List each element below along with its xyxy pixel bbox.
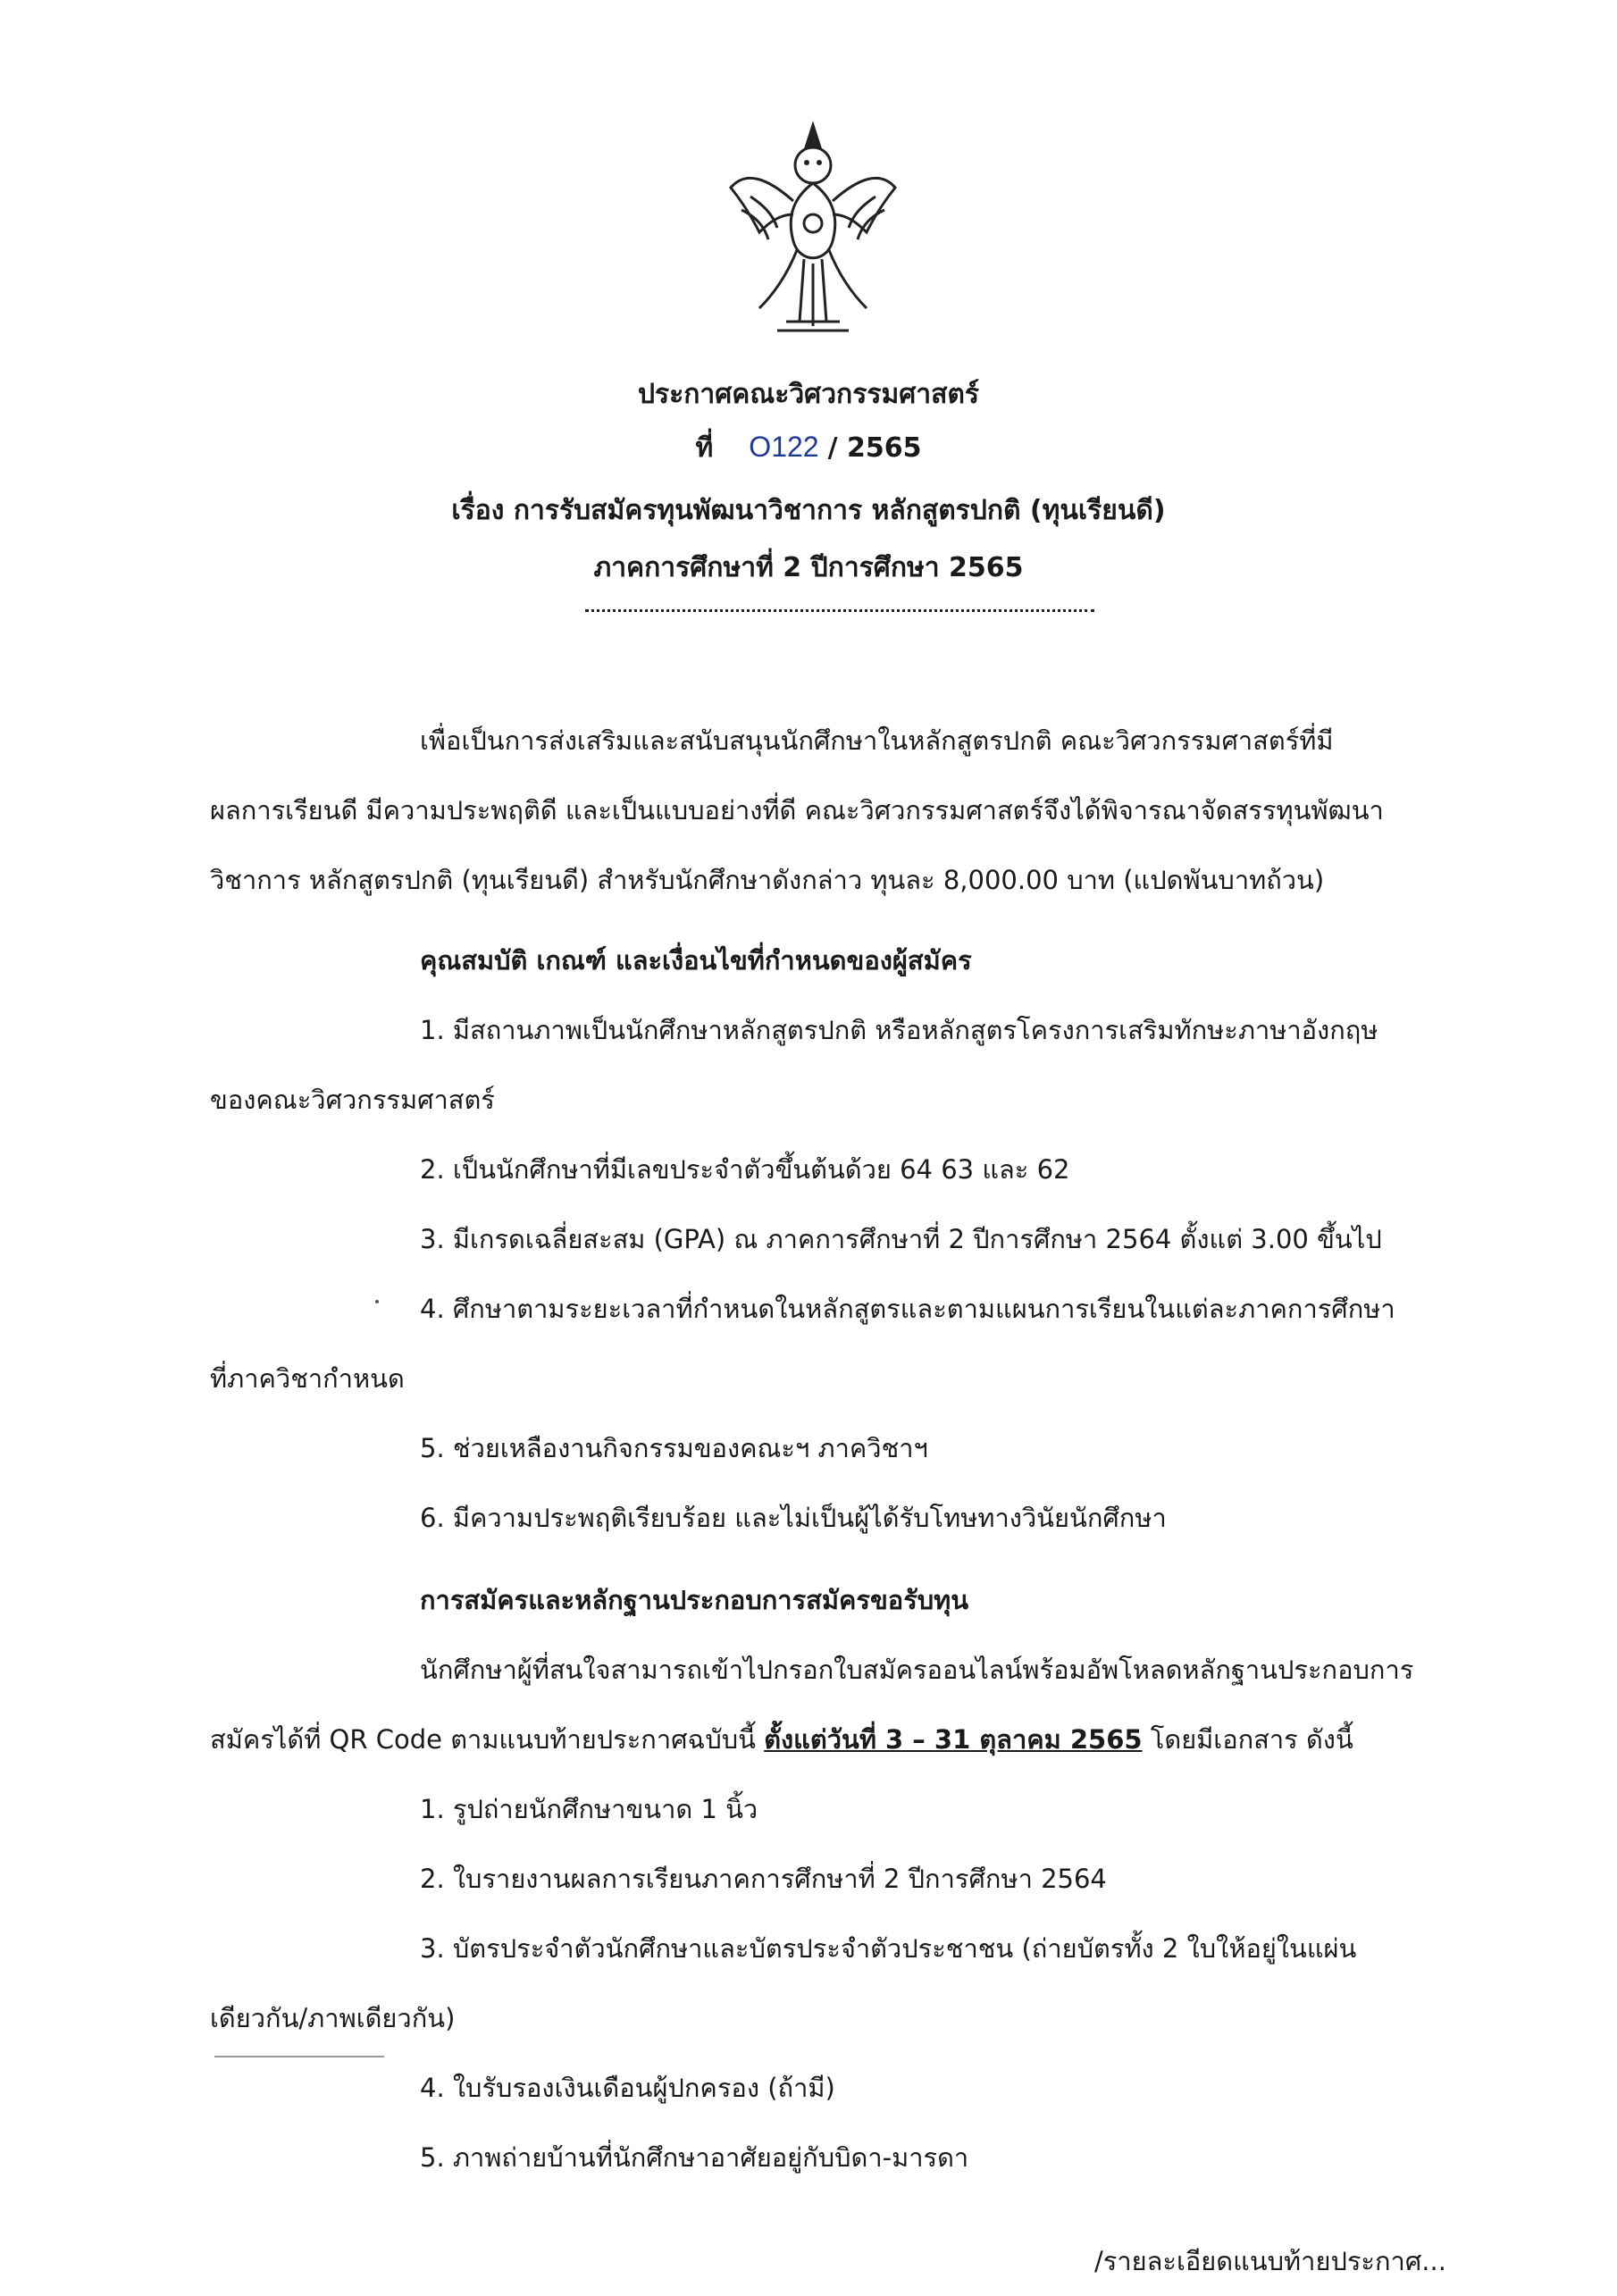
qualification-item-1: 1. มีสถานภาพเป็นนักศึกษาหลักสูตรปกติ หรือหลักสูตรโครงการเสริมทักษะภาษาอังกฤษ [420,1015,1378,1045]
intro-line-3: วิชาการ หลักสูตรปกติ (ทุนเรียนดี) สำหรับนักศึกษาดังกล่าว ทุนละ 8,000.00 บาท (แปดพันบาทถ้วน) [210,865,1325,895]
scan-artifact-dot [375,1300,379,1303]
scan-artifact-line [214,2056,384,2057]
intro-line-2: ผลการเรียนดี มีความประพฤติดี และเป็นแบบอย่างที่ดี คณะวิศวกรรมศาสตร์จึงได้พิจารณาจัดสรรทุนพัฒนา [210,795,1384,825]
qualification-item-1-cont: ของคณะวิศวกรรมศาสตร์ [210,1085,495,1115]
dotted-divider [585,609,1094,612]
number-prefix: ที่ [695,432,714,464]
qualification-item-2: 2. เป็นนักศึกษาที่มีเลขประจำตัวขึ้นต้นด้วย 64 63 และ 62 [420,1154,1070,1185]
document-item-3: 3. บัตรประจำตัวนักศึกษาและบัตรประจำตัวประชาชน (ถ่ายบัตรทั้ง 2 ใบให้อยู่ในแผ่น [420,1933,1357,1964]
qualification-item-5: 5. ช่วยเหลืองานกิจกรรมของคณะฯ ภาควิชาฯ [420,1433,928,1463]
number-suffix: / 2565 [827,432,922,464]
document-item-3-cont: เดียวกัน/ภาพเดียวกัน) [210,2003,456,2033]
announcement-title: ประกาศคณะวิศวกรรมศาสตร์ [637,379,980,410]
application-line-2 [210,1705,1353,1774]
application-line-1: นักศึกษาผู้ที่สนใจสามารถเข้าไปกรอกใบสมัครออนไลน์พร้อมอัพโหลดหลักฐานประกอบการ [420,1655,1414,1685]
document-item-2: 2. ใบรายงานผลการเรียนภาคการศึกษาที่ 2 ปีการศึกษา 2564 [420,1864,1107,1894]
application-line-2-post: โดยมีเอกสาร ดังนี้ [1142,1724,1353,1755]
qualification-item-6: 6. มีความประพฤติเรียบร้อย และไม่เป็นผู้ได้รับโทษทางวินัยนักศึกษา [420,1503,1167,1533]
qualification-item-4-cont: ที่ภาควิชากำหนด [210,1363,405,1394]
application-heading: การสมัครและหลักฐานประกอบการสมัครขอรับทุน [420,1585,969,1615]
intro-line-1: เพื่อเป็นการส่งเสริมและสนับสนุนนักศึกษาในหลักสูตรปกติ คณะวิศวกรรมศาสตร์ที่มี [420,725,1334,756]
continued-note: /รายละเอียดแนบท้ายประกาศ... [1094,2246,1446,2276]
application-line-2-pre: สมัครได้ที่ QR Code ตามแนบท้ายประกาศฉบับนี้ [210,1724,765,1755]
document-item-5: 5. ภาพถ่ายบ้านที่นักศึกษาอาศัยอยู่กับบิดา-มารดา [420,2142,969,2173]
handwritten-number: O122 [749,431,819,463]
announcement-number [0,427,1617,469]
qualifications-heading: คุณสมบัติ เกณฑ์ และเงื่อนไขที่กำหนดของผู้สมัคร [420,945,972,976]
garuda-emblem-icon [724,116,902,339]
announcement-subject: เรื่อง การรับสมัครทุนพัฒนาวิชาการ หลักสูตรปกติ (ทุนเรียนดี) [451,495,1166,526]
document-item-4: 4. ใบรับรองเงินเดือนผู้ปกครอง (ถ้ามี) [420,2073,835,2103]
document-item-1: 1. รูปถ่ายนักศึกษาขนาด 1 นิ้ว [420,1794,758,1824]
qualification-item-3: 3. มีเกรดเฉลี่ยสะสม (GPA) ณ ภาคการศึกษาที่ 2 ปีการศึกษา 2564 ตั้งแต่ 3.00 ขึ้นไป [420,1224,1382,1254]
qualification-item-4: 4. ศึกษาตามระยะเวลาที่กำหนดในหลักสูตรและตามแผนการเรียนในแต่ละภาคการศึกษา [420,1294,1395,1324]
application-date-range: ตั้งแต่วันที่ 3 – 31 ตุลาคม 2565 [764,1724,1143,1755]
announcement-semester: ภาคการศึกษาที่ 2 ปีการศึกษา 2565 [593,552,1024,583]
